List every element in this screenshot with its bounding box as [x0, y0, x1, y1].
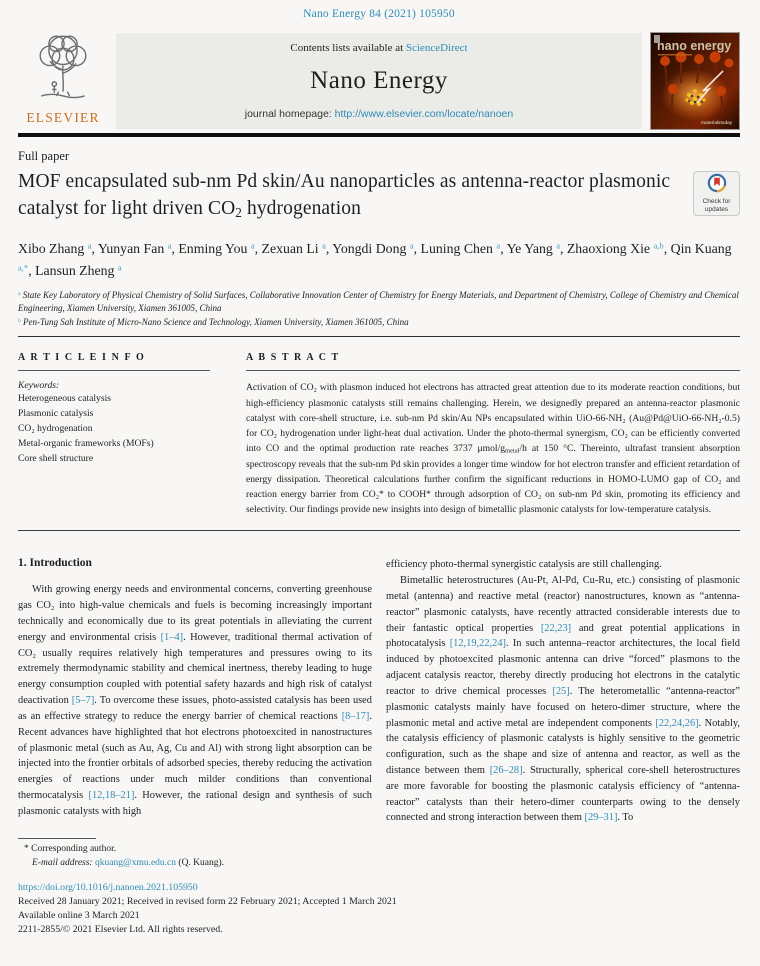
- corresponding-author-note: * Corresponding author. E-mail address: qkuang@xmu.edu.cn (Q. Kuang).: [18, 842, 740, 871]
- affiliation-a: $^a$ State Key Laboratory of Physical Chemistry of Solid Surfaces, Collaborative Innovation Center of Chemistry for Energy Materials, and Department of Chemistry, College of Chemistry and Chemical Engineering, Xiamen University, Xiamen 361005, China: [18, 289, 739, 314]
- article-category: Full paper: [18, 149, 70, 163]
- keyword-item: Plasmonic catalysis: [18, 408, 94, 420]
- abstract-heading: A B S T R A C T: [246, 352, 740, 371]
- homepage-link[interactable]: http://www.elsevier.com/locate/nanoen: [334, 108, 514, 120]
- intro-right-paragraph-1: efficiency photo-thermal synergistic catalysis are still challenging.: [386, 559, 662, 571]
- abstract-text: Activation of CO₂ with plasmon induced hot electrons has attracted great attention due to its moderate reaction conditions, but high-efficiency plasmonic catalysts still remains challenging. Herein, we designedly prepared an antenna-reactor plasmonic catalyst with core-shell structure, i.e. sub-nm Pd skin/Au NPs encapsulated within UiO-66-NH₂ (Au@Pd@UiO-66-NH₂-0.5) for CO₂ hydrogenation under light-heat dual activation. Under the photo-thermal synergism, CO₂ can be efficiently converted into CO and the optimal production rate reaches 3737 μmol/$g_{metal}/h$ at 150 °C. Thereinto, ultrafast transient absorption spectroscopy reveals that the sub-nm Pd skin provides a longer time window for hot electron transfer and efficient retardation of energy dissipation. Theoretical calculations further confirm the significant reductions in HOMO-LUMO gap of CO₂ and reaction energy barrier from CO₂* to COOH* through adsorption of CO₂ on sub-nm Pd skin, promoting its efficiency and selectivity. Our findings provide new insights into design of bimetallic plasmonic catalysts for low-temperature catalysis.: [246, 382, 741, 516]
- article-title: MOF encapsulated sub-nm Pd skin/Au nanoparticles as antenna-reactor plasmonic catalyst for light driven $CO_2$ hydrogenation: [18, 171, 671, 220]
- email-line: [32, 856, 740, 870]
- intro-right-paragraph-2: Bimetallic heterostructures (Au-Pt, Al-Pd, Cu-Ru, etc.) consisting of plasmonic metal (antenna) and reactive metal (reactor) nanostructures, known as “antenna-reactor” plasmonic catalysts, have recently attracted considerable interests due to their fantastic optical properties [22,23] and great potential applications in photocatalysis [12,19,22,24]. In such antenna–reactor architectures, the local field induced by photoexcited plasmonic antenna can drive “forced” plasmons to the adjacent catalysis reactor, thereby directly producing hot electrons in the catalytic reactor to drive chemical processes [25]. The heterometallic “antenna-reactor” plasmonic catalysts mainly have focused on hetero-dimer structure, where the plasmonic metal and active metal are independent components [22,24,26]. Notably, the catalysis efficiency of plasmonic catalysts is highly sensitive to the geometric configuration, such as the shape and size of antenna and reactor, as well as the distance between them [26–28]. Structurally, spherical core-shell heterostructures are more favorable for boosting the plasmonic catalysis efficiency of “antenna-reactor” catalysts than their hetero-dimer counterparts owing to the densely connected and strong interaction between them [29–31]. To: [386, 575, 741, 824]
- crossmark-icon: [707, 173, 727, 198]
- intro-heading: 1. Introduction: [18, 557, 92, 570]
- body-left-column: [18, 557, 372, 826]
- masthead: [18, 33, 740, 129]
- keyword-item: CO₂ hydrogenation: [18, 423, 93, 435]
- article-info-column: [18, 352, 210, 517]
- check-updates-label: Check for updates: [702, 197, 731, 213]
- check-updates-badge[interactable]: [693, 171, 740, 216]
- footnote-rule: [18, 838, 96, 839]
- email-link[interactable]: qkuang@xmu.edu.cn: [94, 858, 177, 869]
- journal-cover: [651, 33, 739, 129]
- abstract-column: [246, 352, 740, 517]
- email-suffix: (Q. Kuang).: [176, 858, 225, 869]
- journal-title: Nano Energy: [310, 67, 448, 94]
- sciencedirect-link[interactable]: ScienceDirect: [405, 42, 468, 54]
- elsevier-logo: [18, 33, 108, 129]
- elsevier-tree-icon: [27, 33, 99, 109]
- affiliations: [18, 289, 740, 330]
- masthead-divider: [18, 133, 740, 137]
- authors-line: Xibo Zhang $^a$, Yunyan Fan $^a$, Enming You $^a$, Zexuan Li $^a$, Yongdi Dong $^a$, Luning Chen $^a$, Ye Yang $^a$, Zhaoxiong Xie $^{a,b}$, Qin Kuang $^{a,*}$, Lansun Zheng $^a$: [18, 240, 732, 278]
- keyword-item: Metal-organic frameworks (MOFs): [18, 438, 154, 450]
- cover-title-glyph: nano energy: [657, 39, 732, 53]
- email-label: E-mail address:: [32, 858, 93, 869]
- masthead-box: [116, 33, 642, 129]
- body-right-column: [386, 557, 740, 826]
- doi-link[interactable]: https://doi.org/10.1016/j.nanoen.2021.105950: [18, 881, 198, 893]
- elsevier-wordmark: ELSEVIER: [26, 110, 100, 125]
- contents-line: [122, 42, 636, 54]
- homepage-line: [122, 108, 636, 120]
- contents-prefix: Contents lists available at: [290, 42, 406, 54]
- available-online: Available online 3 March 2021: [18, 909, 140, 921]
- keyword-item: Core shell structure: [18, 452, 94, 464]
- article-info-heading: A R T I C L E I N F O: [18, 352, 210, 371]
- keyword-item: Heterogeneous catalysis: [18, 393, 111, 405]
- received-dates: Received 28 January 2021; Received in revised form 22 February 2021; Accepted 1 March 2021: [18, 895, 397, 907]
- cover-column: [650, 33, 740, 129]
- affiliation-b: $^b$ Pen-Tung Sah Institute of Micro-Nano Science and Technology, Xiamen University, Xiamen 361005, China: [18, 316, 409, 327]
- journal-reference: Nano Energy 84 (2021) 105950: [303, 8, 455, 20]
- intro-left-paragraph: With growing energy needs and environmental concerns, converting greenhouse gas CO₂ into high-value chemicals and fuels is becoming increasingly important technically and economically due to its great potentials in alleviating the current energy and environmental crisis [1–4]. However, traditional thermal activation of CO₂ usually requires relatively high temperatures and pressures owing to its extremely thermodynamic stability and chemical inertness, thereby leading to huge energy consumption coupled with potential safety hazards and high risk of catalyst deactivation [5–7]. To overcome these issues, photo-assisted catalysis has been used as an effective strategy to reduce the energy barrier of chemical reactions [8–17]. Recent advances have highlighted that hot electrons photoexcited in nanostructures of plasmonic metal (such as Au, Ag, Cu and Al) with strong light absorption can be injected into the frontier orbitals of adsorbed species, thereby reducing the activation energies of reactions under much milder conditions than conventional thermocatalysis [12,18–21]. However, the rational design and synthesis of such plasmonic catalysts with high: [18, 584, 372, 817]
- keywords-label: Keywords:: [18, 380, 60, 392]
- cover-publisher-glyph: materialstoday: [701, 121, 733, 126]
- homepage-label: journal homepage:: [244, 108, 335, 120]
- copyright-line: 2211-2855/© 2021 Elsevier Ltd. All rights reserved.: [18, 923, 223, 935]
